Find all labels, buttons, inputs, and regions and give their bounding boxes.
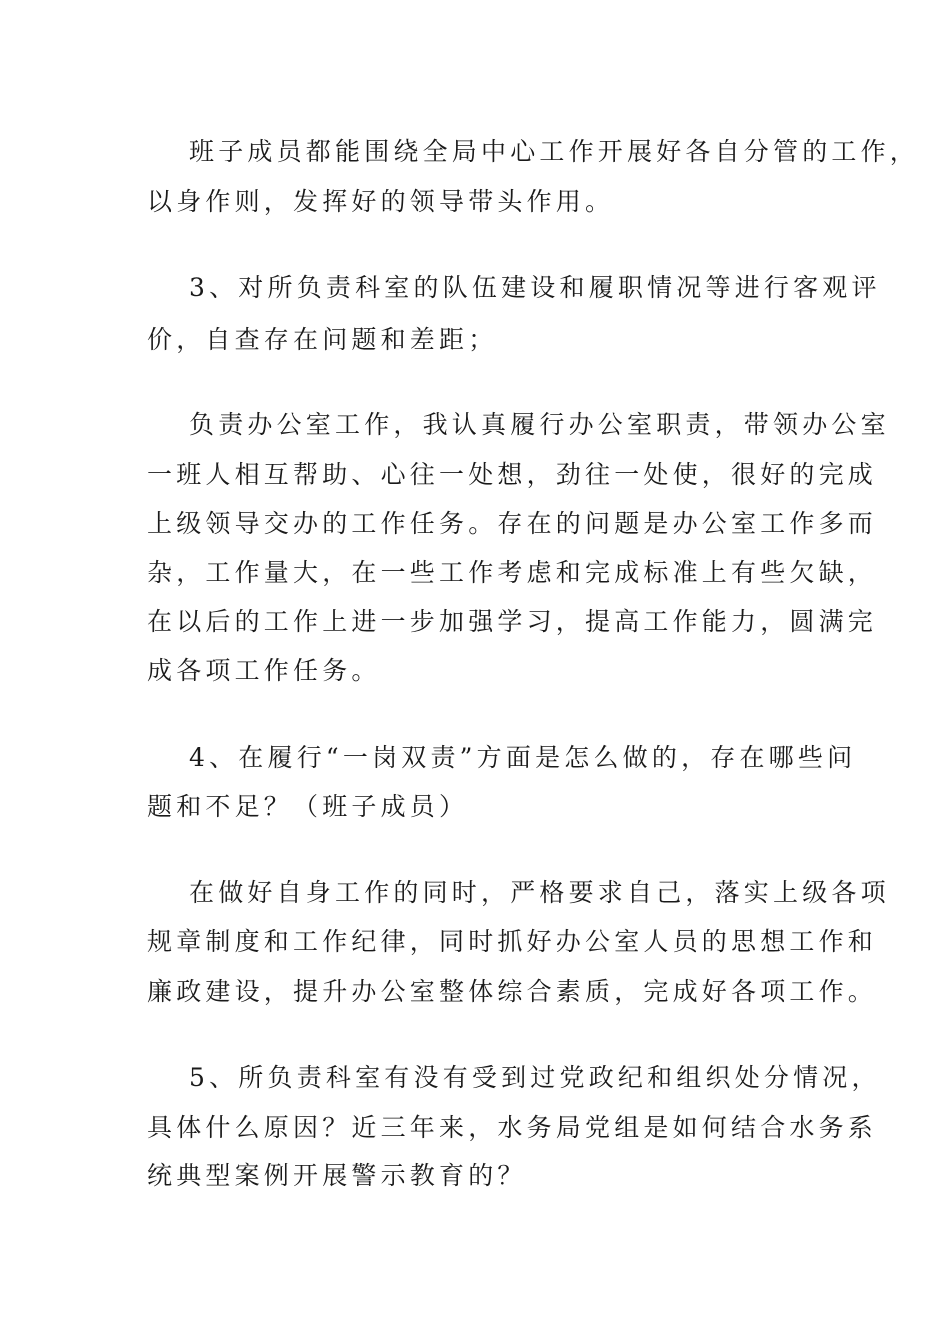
paragraph-5-line-3: 廉政建设，提升办公室整体综合素质，完成好各项工作。 bbox=[147, 977, 878, 1006]
paragraph-6-line-3: 统典型案例开展警示教育的？ bbox=[147, 1161, 527, 1190]
paragraph-3-line-4: 杂，工作量大，在一些工作考虑和完成标准上有些欠缺， bbox=[147, 558, 878, 587]
paragraph-3-line-6: 成各项工作任务。 bbox=[147, 656, 381, 685]
paragraph-1-line-2: 以身作则，发挥好的领导带头作用。 bbox=[147, 187, 615, 216]
paragraph-3-line-3: 上级领导交办的工作任务。存在的问题是办公室工作多而 bbox=[147, 509, 878, 538]
paragraph-4-line-1: 4、在履行“一岗双责”方面是怎么做的，存在哪些问 bbox=[189, 743, 857, 772]
paragraph-5-line-1: 在做好自身工作的同时，严格要求自己，落实上级各项 bbox=[189, 878, 890, 907]
paragraph-3-line-2: 一班人相互帮助、心往一处想，劲往一处使，很好的完成 bbox=[147, 460, 878, 489]
paragraph-3-line-5: 在以后的工作上进一步加强学习，提高工作能力，圆满完 bbox=[147, 607, 878, 636]
paragraph-1-line-1: 班子成员都能围绕全局中心工作开展好各自分管的工作， bbox=[189, 137, 920, 166]
paragraph-4-line-2: 题和不足？（班子成员） bbox=[147, 792, 469, 821]
paragraph-6-line-1: 5、所负责科室有没有受到过党政纪和组织处分情况， bbox=[189, 1063, 881, 1092]
paragraph-2-line-2: 价，自查存在问题和差距； bbox=[147, 325, 498, 354]
paragraph-5-line-2: 规章制度和工作纪律，同时抓好办公室人员的思想工作和 bbox=[147, 927, 878, 956]
paragraph-2-line-1: 3、对所负责科室的队伍建设和履职情况等进行客观评 bbox=[189, 273, 881, 302]
paragraph-6-line-2: 具体什么原因？近三年来，水务局党组是如何结合水务系 bbox=[147, 1113, 878, 1142]
paragraph-3-line-1: 负责办公室工作，我认真履行办公室职责，带领办公室 bbox=[189, 410, 890, 439]
